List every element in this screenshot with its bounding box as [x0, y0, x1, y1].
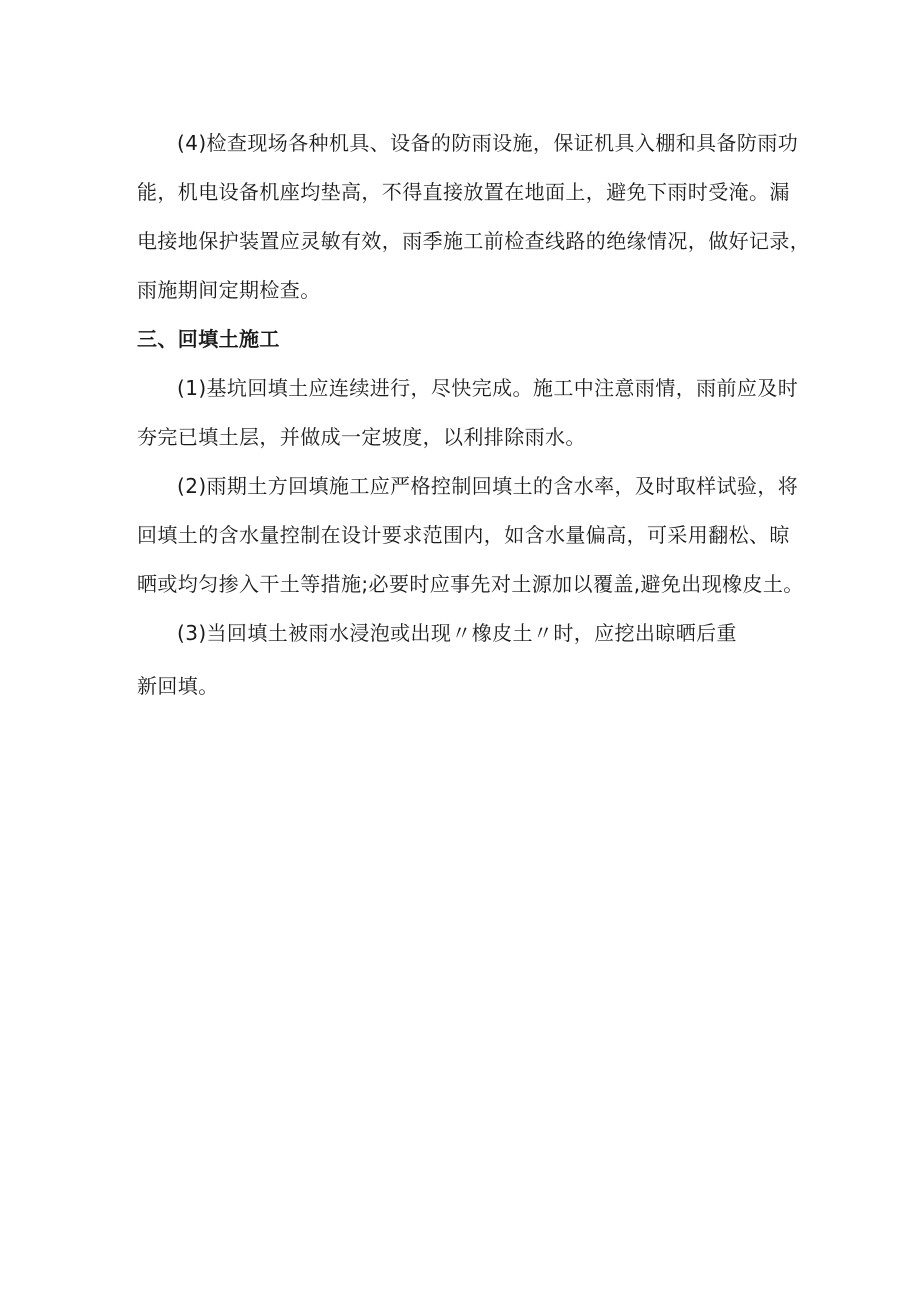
paragraph-s3-line-2: 新回填。: [137, 674, 219, 698]
paragraph-s2-line-1: (2)雨期土方回填施工应严格控制回填土的含水率，及时取样试验，将: [177, 474, 799, 498]
paragraph-s2-line-2: 回填土的含水量控制在设计要求范围内，如含水量偏高，可采用翻松、晾: [137, 523, 790, 547]
paragraph-s2-line-3: 晒或均匀掺入干土等措施;必要时应事先对土源加以覆盖,避免出现橡皮土。: [137, 572, 804, 596]
section-heading: 三、回填土施工: [137, 327, 280, 351]
paragraph-4-line-4: 雨施期间定期检查。: [137, 278, 321, 302]
paragraph-4-line-3: 电接地保护装置应灵敏有效，雨季施工前检查线路的绝缘情况，做好记录，: [137, 229, 811, 253]
paragraph-4-line-1: (4)检查现场各种机具、设备的防雨设施，保证机具入棚和具备防雨功: [177, 131, 799, 155]
paragraph-s1-line-2: 夯完已填土层，并做成一定坡度，以利排除雨水。: [137, 425, 586, 449]
paragraph-4-line-2: 能，机电设备机座均垫高，不得直接放置在地面上，避免下雨时受淹。漏: [137, 180, 790, 204]
paragraph-s3-line-1: (3)当回填土被雨水浸泡或出现〃橡皮土〃时，应挖出晾晒后重: [177, 621, 737, 645]
paragraph-s1-line-1: (1)基坑回填土应连续进行，尽快完成。施工中注意雨情，雨前应及时: [177, 376, 799, 400]
